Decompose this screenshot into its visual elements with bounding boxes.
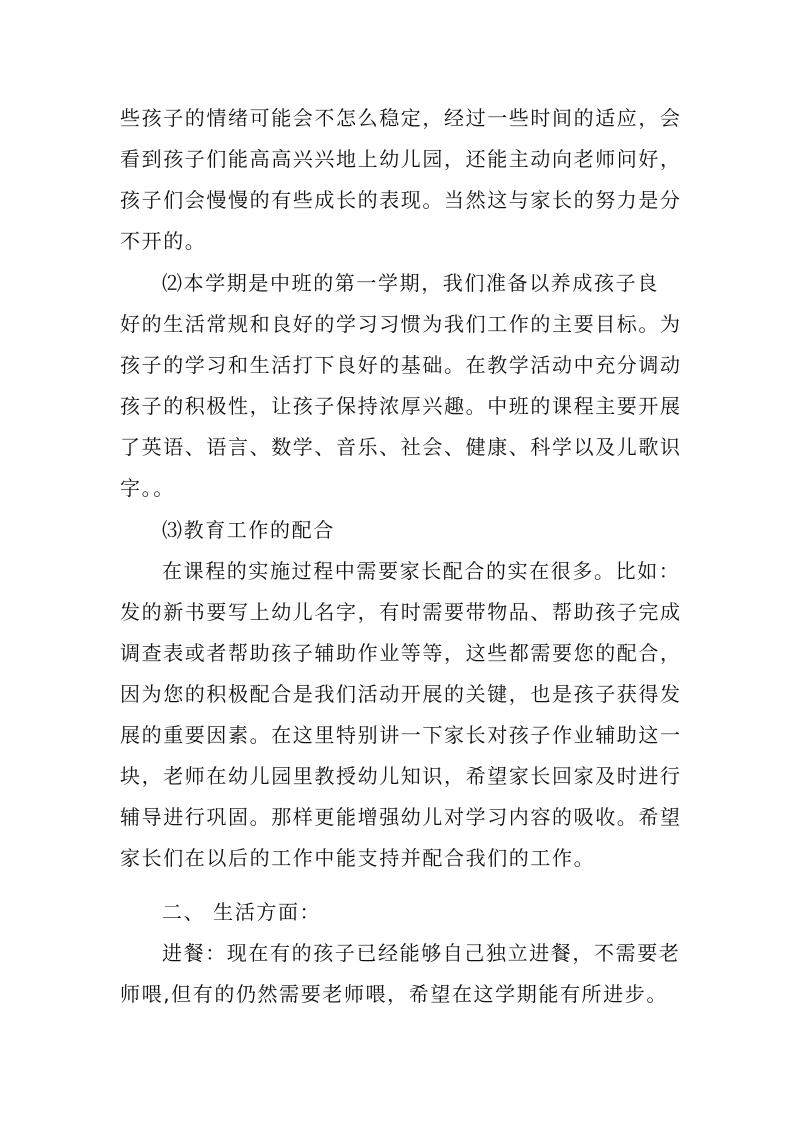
- text-line: 好的生活常规和良好的学习习惯为我们工作的主要目标。为: [120, 312, 682, 336]
- section-heading-3: ⑶教育工作的配合: [162, 518, 335, 542]
- text-line: 家长们在以后的工作中能支持并配合我们的工作。: [120, 846, 596, 870]
- text-line: 辅导进行巩固。那样更能增强幼儿对学习内容的吸收。希望: [120, 805, 682, 829]
- text-line: 孩子的学习和生活打下良好的基础。在教学活动中充分调动: [120, 353, 682, 377]
- text-line: 字。。: [120, 476, 175, 500]
- text-line: 块，老师在幼儿园里教授幼儿知识，希望家长回家及时进行: [120, 764, 682, 788]
- text-line: 调查表或者帮助孩子辅助作业等等，这些都需要您的配合，: [120, 641, 682, 665]
- text-line: 因为您的积极配合是我们活动开展的关键，也是孩子获得发: [120, 682, 682, 706]
- text-line: 展的重要因素。在这里特别讲一下家长对孩子作业辅助这一: [120, 723, 682, 747]
- list-item-2: ⑵本学期是中班的第一学期，我们准备以养成孩子良: [162, 271, 659, 295]
- text-line: 进餐：现在有的孩子已经能够自己独立进餐，不需要老: [162, 941, 681, 965]
- text-line: 在课程的实施过程中需要家长配合的实在很多。比如：: [162, 559, 681, 583]
- text-line: 师喂,但有的仍然需要老师喂，希望在这学期能有所进步。: [120, 982, 668, 1006]
- section-heading-life: 二、 生活方面：: [162, 900, 322, 924]
- text-line: 孩子的积极性，让孩子保持浓厚兴趣。中班的课程主要开展: [120, 394, 682, 418]
- text-line: 孩子们会慢慢的有些成长的表现。当然这与家长的努力是分: [120, 188, 682, 212]
- text-line: 不开的。: [120, 229, 207, 253]
- text-line: 看到孩子们能高高兴兴地上幼儿园，还能主动向老师问好，: [120, 147, 682, 171]
- text-line: 些孩子的情绪可能会不怎么稳定，经过一些时间的适应，会: [120, 106, 682, 130]
- text-line: 了英语、语言、数学、音乐、社会、健康、科学以及儿歌识: [120, 435, 682, 459]
- text-line: 发的新书要写上幼儿名字，有时需要带物品、帮助孩子完成: [120, 600, 682, 624]
